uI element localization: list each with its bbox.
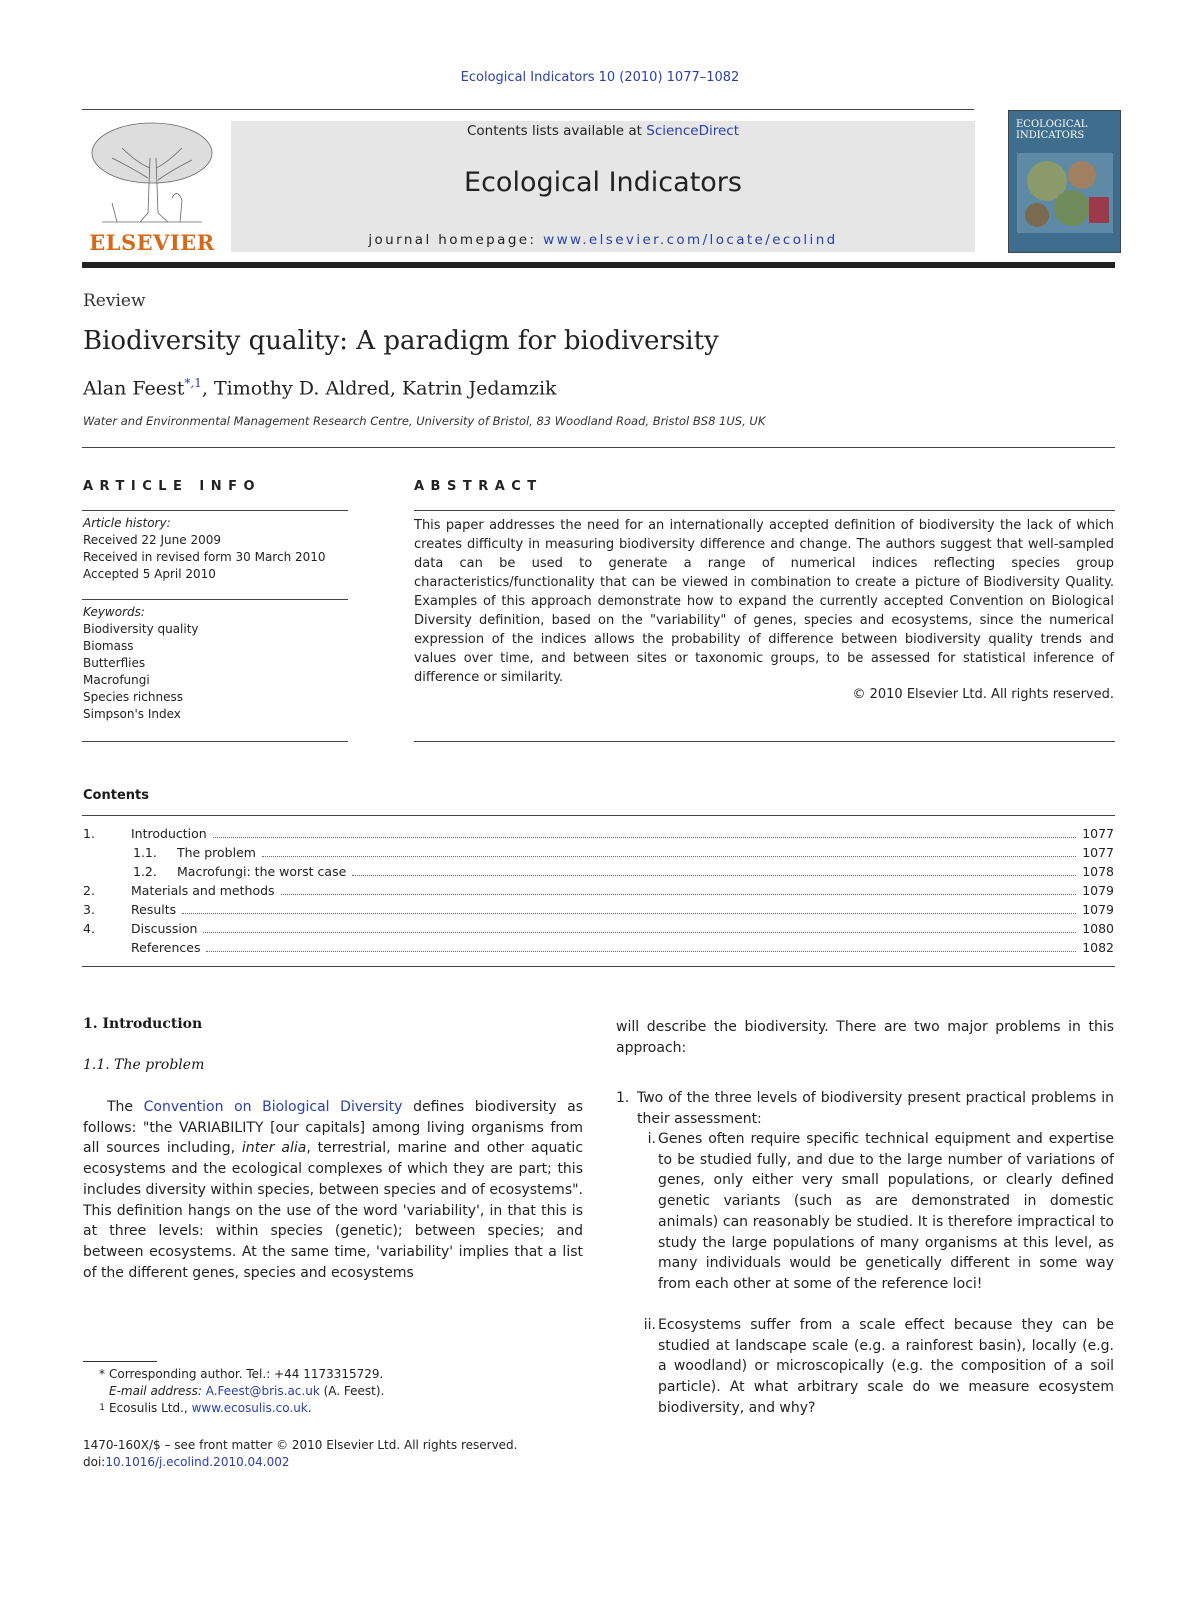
list-text: Genes often require specific technical equipment and expertise to be studied fully, and due to the large number of variations of genes, only either very small populations, or clearly defined genetic variants (such as are demonstrated in domestic animals) can reasonably be studied. It is therefore impractical to study the large populations of many organisms at this level, as many individuals would be genetically different in some way from each other at some of the reference loci!: [658, 1131, 1114, 1292]
footnote-text: Ecosulis Ltd.,: [109, 1401, 188, 1415]
keywords-rule: [82, 599, 348, 600]
toc-label: The problem: [177, 845, 256, 860]
abstract-rule: [414, 510, 1115, 511]
para-text: defines biodiversity as follows: "the VARIABILITY [our capitals] among living organisms from all sources including,: [83, 1099, 583, 1157]
toc-label: Introduction: [131, 826, 207, 841]
footnote-mark: 1: [99, 1403, 105, 1413]
contents-title: Contents: [83, 788, 149, 803]
info-bottom-rule: [82, 741, 348, 742]
list-number: i.: [647, 1131, 656, 1147]
homepage-link[interactable]: www.elsevier.com/locate/ecolind: [543, 232, 838, 248]
footnote-email: [83, 1383, 583, 1400]
toc-leader: [281, 884, 1076, 895]
list-subitem-ii: [616, 1315, 1114, 1419]
toc-page: 1077: [1082, 826, 1114, 841]
info-rule: [82, 510, 348, 511]
subsection-heading-problem: 1.1. The problem: [83, 1057, 205, 1073]
toc-entry[interactable]: [83, 845, 1114, 864]
keywords-block: [83, 604, 349, 723]
toc-entry[interactable]: [83, 826, 1114, 845]
header-thick-rule: [82, 262, 1115, 268]
toc-page: 1082: [1082, 940, 1114, 955]
email-label: E-mail address:: [109, 1384, 202, 1398]
header-rule: [82, 109, 974, 110]
footnote-rule: [83, 1361, 157, 1362]
toc-page: 1078: [1082, 864, 1114, 879]
list-item-1: [616, 1088, 1114, 1129]
cover-image: [1017, 153, 1113, 233]
para-text: The: [107, 1099, 144, 1115]
toc-number: 1.: [83, 826, 95, 841]
toc-entry[interactable]: [83, 864, 1114, 883]
doi-prefix: doi:: [83, 1455, 106, 1469]
history-item: Received 22 June 2009: [83, 533, 221, 547]
toc-number: 1.2.: [133, 864, 157, 879]
author-list: [83, 376, 557, 399]
para-italic: inter alia: [241, 1140, 307, 1157]
abstract-heading: ABSTRACT: [414, 479, 543, 494]
toc-number: 4.: [83, 921, 95, 936]
keyword: Biodiversity quality: [83, 622, 199, 636]
abstract-text: This paper addresses the need for an internationally accepted definition of biodiversity the lack of which creates difficulty in measuring biodiversity difference and change. The authors suggest that well-sampled data can be used to generate a range of numerical indices reflecting species group characteristics/functionality that can be viewed in combination to create a picture of Biodiversity Quality. Examples of this approach demonstrate how to expand the currently accepted Convention on Biological Diversity definition, based on the "variability" of genes, species and ecosystems, since the numerical expression of the indices allows the probability of difference between biodiversity quality trends and values over time, and between sites or taxonomic groups, to be assessed for statistical inference of difference or similarity.: [414, 518, 1114, 685]
email-link[interactable]: A.Feest@bris.ac.uk: [205, 1384, 320, 1398]
ecosulis-link[interactable]: www.ecosulis.co.uk: [191, 1401, 308, 1415]
keyword: Species richness: [83, 690, 183, 704]
journal-cover-thumbnail[interactable]: [1008, 110, 1121, 253]
toc-page: 1077: [1082, 845, 1114, 860]
toc-label: Results: [131, 902, 177, 917]
toc-page: 1079: [1082, 883, 1114, 898]
footnote-text: Corresponding author. Tel.: +44 1173315729.: [109, 1367, 384, 1381]
toc-entry[interactable]: [83, 921, 1114, 940]
toc-page: 1079: [1082, 902, 1114, 917]
toc-leader: [262, 846, 1076, 857]
issn-line: 1470-160X/$ – see front matter © 2010 Elsevier Ltd. All rights reserved.: [83, 1438, 518, 1452]
list-number: ii.: [643, 1317, 656, 1333]
article-history: [83, 515, 349, 583]
abstract-copyright: © 2010 Elsevier Ltd. All rights reserved.: [852, 687, 1114, 702]
keyword: Biomass: [83, 639, 134, 653]
history-label: Article history:: [83, 516, 171, 530]
toc-entry[interactable]: [83, 902, 1114, 921]
footnote-text: .: [307, 1401, 312, 1415]
list-number: 1.: [616, 1090, 630, 1106]
toc-label: Materials and methods: [131, 883, 275, 898]
toc-leader: [352, 865, 1076, 876]
para-text: , terrestrial, marine and other aquatic ecosystems and the ecological complexes of which they are part; this includes diversity within species, between species and of ecosystems". This definition hangs on the use of the word 'variability', in that this is at three levels: within species (genetic); between species; and between ecosystems. At the same time, 'variability' implies that a list of the different genes, species and ecosystems: [83, 1140, 584, 1281]
keywords-label: Keywords:: [83, 605, 145, 619]
contents-availability: [231, 123, 975, 139]
toc-number: 2.: [83, 883, 95, 898]
email-suffix: (A. Feest).: [323, 1384, 385, 1398]
affiliation: Water and Environmental Management Research Centre, University of Bristol, 83 Woodland Road, Bristol BS8 1US, UK: [83, 414, 766, 428]
toc-label: Macrofungi: the worst case: [177, 864, 347, 879]
journal-homepage: [231, 232, 975, 248]
contents-prefix: Contents lists available at: [466, 123, 642, 139]
footnote-corresponding: [83, 1366, 583, 1383]
intro-paragraph: [83, 1097, 583, 1283]
history-item: Received in revised form 30 March 2010: [83, 550, 326, 564]
toc-page: 1080: [1082, 921, 1114, 936]
footnote-ecosulis: [83, 1400, 583, 1417]
author-marks[interactable]: *,1: [184, 376, 202, 390]
abstract-bottom-rule: [414, 741, 1115, 742]
toc-leader: [203, 922, 1076, 933]
toc-leader: [182, 903, 1076, 914]
toc-number: 3.: [83, 902, 95, 917]
keyword: Simpson's Index: [83, 707, 181, 721]
footnotes: [83, 1366, 583, 1417]
sciencedirect-link[interactable]: ScienceDirect: [646, 123, 740, 139]
homepage-prefix: journal homepage:: [368, 232, 537, 248]
doi-link[interactable]: 10.1016/j.ecolind.2010.04.002: [105, 1455, 290, 1469]
cbd-link[interactable]: Convention on Biological Diversity: [143, 1099, 403, 1115]
toc-label: References: [131, 940, 201, 955]
keyword: Macrofungi: [83, 673, 150, 687]
toc-leader: [206, 941, 1076, 952]
cover-title: ECOLOGICAL INDICATORS: [1016, 119, 1088, 141]
section-heading-introduction: 1. Introduction: [83, 1016, 203, 1032]
tree-icon: [82, 118, 222, 228]
contents-rule: [82, 815, 1115, 816]
article-info-heading: ARTICLE INFO: [83, 479, 262, 494]
doi-line: [83, 1454, 583, 1471]
title-rule: [82, 447, 1115, 448]
paper-title: Biodiversity quality: A paradigm for biodiversity: [83, 326, 719, 356]
article-type: Review: [83, 291, 146, 311]
footnote-mark: *: [99, 1367, 105, 1381]
toc-entry[interactable]: [83, 883, 1114, 902]
toc-leader: [213, 827, 1076, 838]
other-authors: , Timothy D. Aldred, Katrin Jedamzik: [201, 377, 557, 400]
journal-title: Ecological Indicators: [464, 167, 742, 198]
list-subitem-i: [616, 1129, 1114, 1295]
author-name: Alan Feest: [83, 377, 185, 400]
history-item: Accepted 5 April 2010: [83, 567, 216, 581]
right-column-paragraph: will describe the biodiversity. There are two major problems in this approach:: [616, 1019, 1114, 1056]
list-text: Two of the three levels of biodiversity present practical problems in their assessment:: [637, 1090, 1114, 1127]
toc-number: 1.1.: [133, 845, 157, 860]
list-text: Ecosystems suffer from a scale effect because they can be studied at landscape scale (e.g. a rainforest basin), locally (e.g. a woodland) or microscopically (e.g. the composition of a soil particle). At what arbitrary scale do we measure ecosystem biodiversity, and why?: [658, 1317, 1114, 1416]
journal-citation[interactable]: Ecological Indicators 10 (2010) 1077–1082: [460, 70, 740, 85]
contents-bottom-rule: [82, 966, 1115, 967]
keyword: Butterflies: [83, 656, 146, 670]
publisher-wordmark: ELSEVIER: [89, 230, 215, 255]
toc-entry[interactable]: [83, 940, 1114, 959]
toc-label: Discussion: [131, 921, 198, 936]
